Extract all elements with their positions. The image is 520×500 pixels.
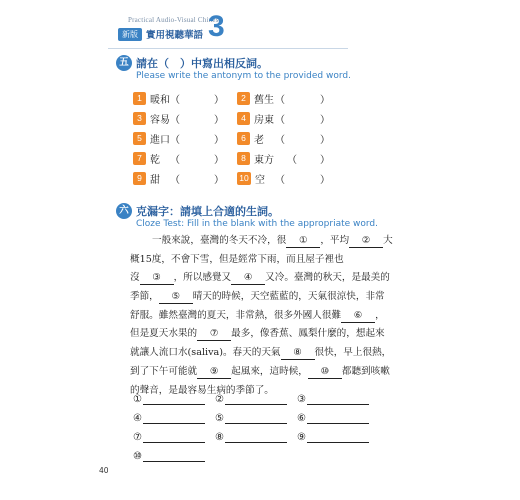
answer-slot[interactable]: ）: [320, 155, 330, 166]
answer-underline: [307, 394, 369, 405]
section-six-icon: 六: [116, 203, 132, 219]
item-number: 10: [237, 172, 251, 185]
passage-line: [130, 363, 420, 382]
header-chinese-title: 實用視聽華語: [146, 30, 204, 41]
item-word: 乾: [150, 155, 160, 166]
antonym-item: [133, 131, 170, 145]
cloze-blank-10[interactable]: [308, 366, 342, 379]
blank-number: ②: [361, 235, 371, 246]
answer-line-1[interactable]: [133, 386, 205, 405]
passage-text: 又冷。臺灣的秋天，是最美的: [265, 272, 390, 284]
open-paren: （: [170, 95, 180, 106]
passage-line: [130, 307, 420, 326]
item-word: 暖和: [150, 95, 170, 106]
answer-slot[interactable]: ）: [214, 135, 224, 146]
answer-marker: ①: [133, 394, 142, 405]
blank-number: ⑨: [209, 365, 219, 377]
answer-line-10[interactable]: [133, 443, 205, 462]
answer-marker: ③: [297, 394, 306, 405]
passage-line: [130, 344, 420, 363]
answer-slot[interactable]: ）: [320, 135, 330, 146]
open-paren: （: [275, 175, 285, 186]
answer-marker: ⑩: [133, 451, 142, 462]
antonym-item: [237, 151, 274, 165]
answer-marker: ④: [133, 413, 142, 424]
antonym-item: [133, 91, 170, 105]
passage-text: 最多，像香蕉、鳳梨什麼的，想起來: [231, 328, 385, 340]
passage-line: [130, 232, 420, 251]
cloze-blank-9[interactable]: [197, 366, 231, 379]
book-header: [118, 10, 278, 48]
item-word: 東方: [254, 155, 274, 166]
answer-line-6[interactable]: [297, 405, 369, 424]
passage-text: 的聲音，是最容易生病的季節了。: [130, 384, 274, 396]
open-paren: （: [275, 115, 285, 126]
passage-line: [130, 269, 420, 288]
answer-slot[interactable]: ）: [214, 175, 224, 186]
item-number: 7: [133, 152, 146, 165]
item-number: 4: [237, 112, 250, 125]
passage-text: ，: [375, 309, 385, 321]
open-paren: （: [170, 115, 180, 126]
passage-text: 但是夏天水果的: [130, 328, 198, 340]
item-number: 2: [237, 92, 250, 105]
answer-line-8[interactable]: [215, 424, 287, 443]
answer-underline: [307, 432, 369, 443]
blank-number: ①: [299, 235, 308, 246]
edition-badge: 新版: [118, 28, 142, 41]
passage-text: 很快，早上很熱，: [314, 347, 392, 359]
antonym-item: [133, 171, 160, 185]
passage-text: 晴天的時候，天空藍藍的，天氣很涼快，非常: [192, 291, 385, 303]
header-divider: [108, 48, 348, 49]
answer-slot[interactable]: ）: [214, 95, 224, 106]
passage-line: [130, 325, 420, 344]
passage-text: 就讓人流口水(saliva)。春天的天氣: [130, 347, 281, 359]
section-five-subtitle: Please write the antonym to the provided word.: [136, 71, 351, 81]
antonym-item: [237, 131, 264, 145]
answer-underline: [143, 413, 205, 424]
answer-marker: ⑦: [133, 432, 142, 443]
cloze-blank-8[interactable]: [281, 347, 315, 360]
answer-marker: ⑨: [297, 432, 306, 443]
answer-underline: [225, 413, 287, 424]
passage-text: 季節，: [130, 291, 159, 303]
open-paren: （: [287, 155, 297, 166]
passage-text: 一般來說，臺灣的冬天不冷，很: [152, 235, 287, 246]
answer-marker: ②: [215, 394, 224, 405]
open-paren: （: [170, 175, 180, 186]
item-word: 房東: [254, 115, 274, 126]
passage-text: 到了下午可能就: [130, 365, 198, 377]
passage-text: 沒: [130, 272, 140, 284]
cloze-blank-6[interactable]: [341, 310, 375, 323]
volume-number: 3: [208, 10, 225, 43]
section-five-icon: 五: [116, 55, 132, 71]
cloze-blank-7[interactable]: [197, 328, 231, 341]
blank-number: ⑥: [353, 309, 363, 321]
antonym-item: [133, 111, 170, 125]
answer-line-3[interactable]: [297, 386, 369, 405]
section-six-title: 克漏字：請填上合適的生詞。: [136, 205, 279, 218]
blank-number: ③: [152, 272, 161, 284]
antonym-item: [237, 171, 265, 185]
header-english-title: Practical Audio-Visual Chinese: [128, 16, 222, 24]
answer-underline: [307, 413, 369, 424]
open-paren: （: [170, 135, 180, 146]
passage-text: 都聽到咳嗽: [341, 365, 390, 377]
item-word: 空: [255, 175, 265, 186]
answer-line-5[interactable]: [215, 405, 287, 424]
blank-number: ⑩: [320, 365, 330, 377]
answer-line-7[interactable]: [133, 424, 205, 443]
answer-marker: ⑥: [297, 413, 306, 424]
answer-marker: ⑤: [215, 413, 224, 424]
antonym-item: [133, 151, 160, 165]
cloze-blank-5[interactable]: [159, 291, 193, 304]
answer-underline: [225, 394, 287, 405]
answer-slot[interactable]: ）: [214, 155, 224, 166]
item-number: 9: [133, 172, 146, 185]
item-word: 容易: [150, 115, 170, 126]
blank-number: ④: [243, 272, 253, 284]
item-word: 甜: [150, 175, 160, 186]
antonym-item: [237, 111, 274, 125]
answer-line-2[interactable]: [215, 386, 287, 405]
answer-underline: [143, 432, 205, 443]
cloze-passage: [130, 232, 420, 400]
cloze-blank-2[interactable]: [349, 235, 383, 248]
cloze-blank-1[interactable]: [286, 235, 320, 248]
blank-number: ⑤: [171, 291, 181, 303]
passage-text: ，所以感覺又: [173, 272, 232, 284]
item-word: 進口: [150, 135, 170, 146]
passage-text: 概15度，不會下雪，但是經常下雨，而且屋子裡也: [130, 253, 344, 265]
cloze-blank-3[interactable]: [140, 272, 174, 285]
passage-line: [130, 251, 420, 270]
open-paren: （: [275, 95, 285, 106]
passage-text: 起風來，這時候，: [231, 365, 308, 377]
item-number: 3: [133, 112, 146, 125]
item-number: 6: [237, 132, 250, 145]
blank-number: ⑦: [209, 328, 219, 340]
passage-text: 舒服。雖然臺灣的夏天，非常熱，很多外國人很難: [130, 309, 342, 321]
open-paren: （: [275, 135, 285, 146]
item-number: 1: [133, 92, 146, 105]
passage-text: ，平均: [320, 235, 350, 246]
answer-underline: [143, 451, 205, 462]
answer-slot[interactable]: ）: [320, 115, 330, 126]
section-five-title: 請在（ ）中寫出相反詞。: [136, 57, 268, 70]
cloze-blank-4[interactable]: [231, 272, 265, 285]
item-word: 舊生: [254, 95, 274, 106]
item-word: 老: [254, 135, 264, 146]
open-paren: （: [170, 155, 180, 166]
blank-number: ⑧: [293, 347, 302, 359]
passage-text: 大: [383, 235, 393, 246]
answer-slot[interactable]: ）: [320, 175, 330, 186]
antonym-item: [237, 91, 274, 105]
answer-underline: [225, 432, 287, 443]
answer-line-4[interactable]: [133, 405, 205, 424]
page-number: 40: [99, 466, 109, 475]
section-six-subtitle: Cloze Test: Fill in the blank with the appropriate word.: [136, 219, 378, 229]
answer-slot[interactable]: ）: [320, 95, 330, 106]
answer-underline: [143, 394, 205, 405]
answer-marker: ⑧: [215, 432, 224, 443]
passage-line: [130, 288, 420, 307]
item-number: 8: [237, 152, 250, 165]
answer-line-9[interactable]: [297, 424, 369, 443]
answer-slot[interactable]: ）: [214, 115, 224, 126]
item-number: 5: [133, 132, 146, 145]
